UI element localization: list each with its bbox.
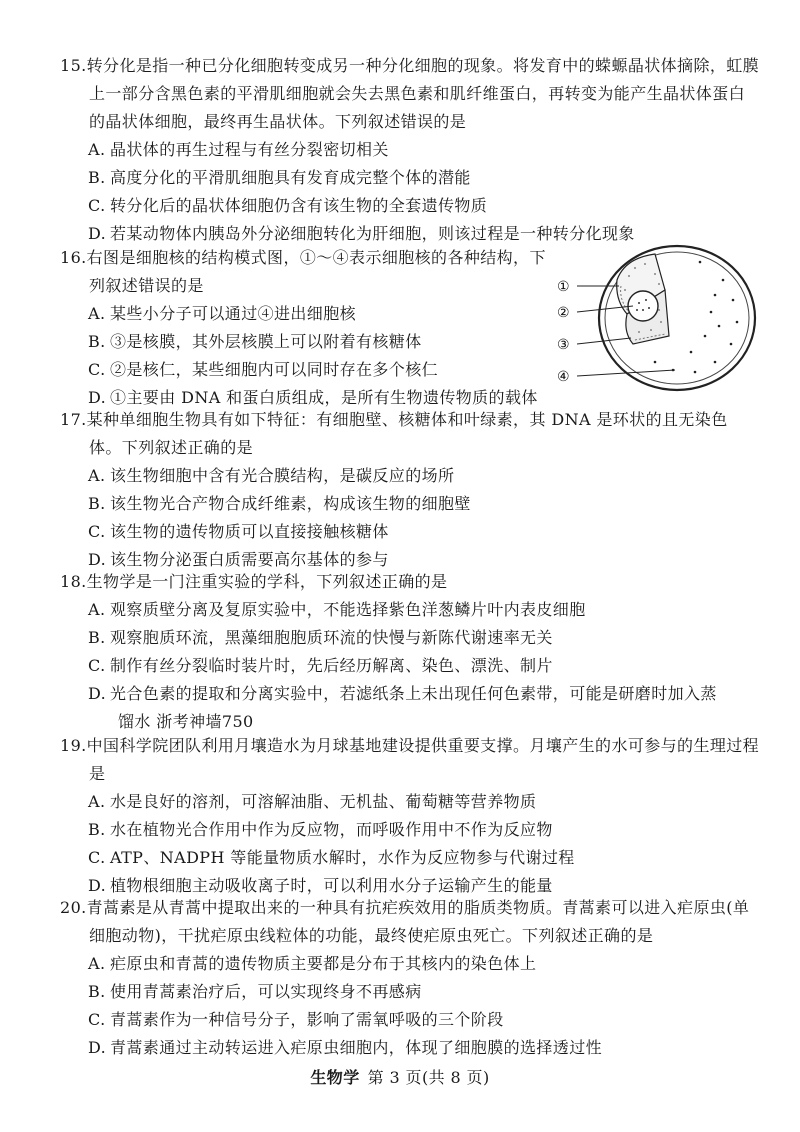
question-19 [60,732,760,900]
nucleus-diagram [555,240,760,400]
option-b: B. ③是核膜，其外层核膜上可以附着有核糖体 [88,332,422,351]
option-b: B. 使用青蒿素治疗后，可以实现终身不再感病 [88,982,422,1001]
option-a: A. 晶状体的再生过程与有丝分裂密切相关 [88,140,389,159]
option-d: D. 光合色素的提取和分离实验中，若滤纸条上未出现任何色素带，可能是研磨时加入蒸 [88,684,717,703]
question-20 [60,894,760,1062]
question-stem: 18.生物学是一门注重实验的学科，下列叙述正确的是 [60,572,448,591]
option-a: A. 某些小分子可以通过④进出细胞核 [88,304,357,323]
option-c: C. 该生物的遗传物质可以直接接触核糖体 [88,522,389,541]
option-c: C. 转分化后的晶状体细胞仍含有该生物的全套遗传物质 [88,196,488,215]
option-d: D. 该生物分泌蛋白质需要高尔基体的参与 [88,550,389,569]
nucleus-outer-envelope [599,246,755,390]
option-c: C. 青蒿素作为一种信号分子，影响了需氧呼吸的三个阶段 [88,1010,504,1029]
option-a: A. 该生物细胞中含有光合膜结构，是碳反应的场所 [88,466,455,485]
question-stem: 16.右图是细胞核的结构模式图，①～④表示细胞核的各种结构，下 列叙述错误的是 [60,248,546,295]
footer-subject: 生物学 [310,1068,360,1087]
option-c: C. 制作有丝分裂临时装片时，先后经历解离、染色、漂洗、制片 [88,656,553,675]
option-a: A. 水是良好的溶剂，可溶解油脂、无机盐、葡萄糖等营养物质 [88,792,537,811]
option-d: D. ①主要由 DNA 和蛋白质组成，是所有生物遗传物质的载体 [88,388,538,407]
page-footer [0,1065,800,1088]
option-a: A. 观察质壁分离及复原实验中，不能选择紫色洋葱鳞片叶内表皮细胞 [88,600,586,619]
option-c: C. ATP、NADPH 等能量物质水解时，水作为反应物参与代谢过程 [88,848,575,867]
option-d: D. 若某动物体内胰岛外分泌细胞转化为肝细胞，则该过程是一种转分化现象 [88,224,635,243]
option-d-continuation: 馏水 浙考神墙750 [118,712,254,731]
question-17 [60,406,760,574]
footer-page-info: 第 3 页(共 8 页) [367,1068,490,1087]
label-4: ④ [557,369,570,385]
question-18 [60,568,760,736]
option-c: C. ②是核仁，某些细胞内可以同时存在多个核仁 [88,360,439,379]
label-3: ③ [557,337,570,353]
question-stem: 17.某种单细胞生物具有如下特征：有细胞壁、核糖体和叶绿素，其 DNA 是环状的且无染色体。下列叙述正确的是 [60,410,728,457]
question-stem: 20.青蒿素是从青蒿中提取出来的一种具有抗疟疾效用的脂质类物质。青蒿素可以进入疟原虫(单细胞动物)，干扰疟原虫线粒体的功能，最终使疟原虫死亡。下列叙述正确的是 [60,898,750,945]
question-stem: 19.中国科学院团队利用月壤造水为月球基地建设提供重要支撑。月壤产生的水可参与的生理过程是 [60,736,760,783]
question-stem: 15.转分化是指一种已分化细胞转变成另一种分化细胞的现象。将发育中的蝾螈晶状体摘除，虹膜上一部分含黑色素的平滑肌细胞就会失去黑色素和肌纤维蛋白，再转变为能产生晶状体蛋白的晶状体细胞，最终再生晶状体。下列叙述错误的是 [60,56,760,131]
question-16 [60,244,555,412]
option-d: D. 青蒿素通过主动转运进入疟原虫细胞内，体现了细胞膜的选择透过性 [88,1038,603,1057]
label-1: ① [557,279,570,295]
option-b: B. 水在植物光合作用中作为反应物，而呼吸作用中不作为反应物 [88,820,553,839]
label-2: ② [557,305,570,321]
option-b: B. 该生物光合产物合成纤维素，构成该生物的细胞壁 [88,494,471,513]
question-15 [60,52,760,248]
option-a: A. 疟原虫和青蒿的遗传物质主要都是分布于其核内的染色体上 [88,954,537,973]
option-b: B. 高度分化的平滑肌细胞具有发育成完整个体的潜能 [88,168,471,187]
option-d: D. 植物根细胞主动吸收离子时，可以利用水分子运输产生的能量 [88,876,553,895]
option-b: B. 观察胞质环流，黑藻细胞胞质环流的快慢与新陈代谢速率无关 [88,628,553,647]
